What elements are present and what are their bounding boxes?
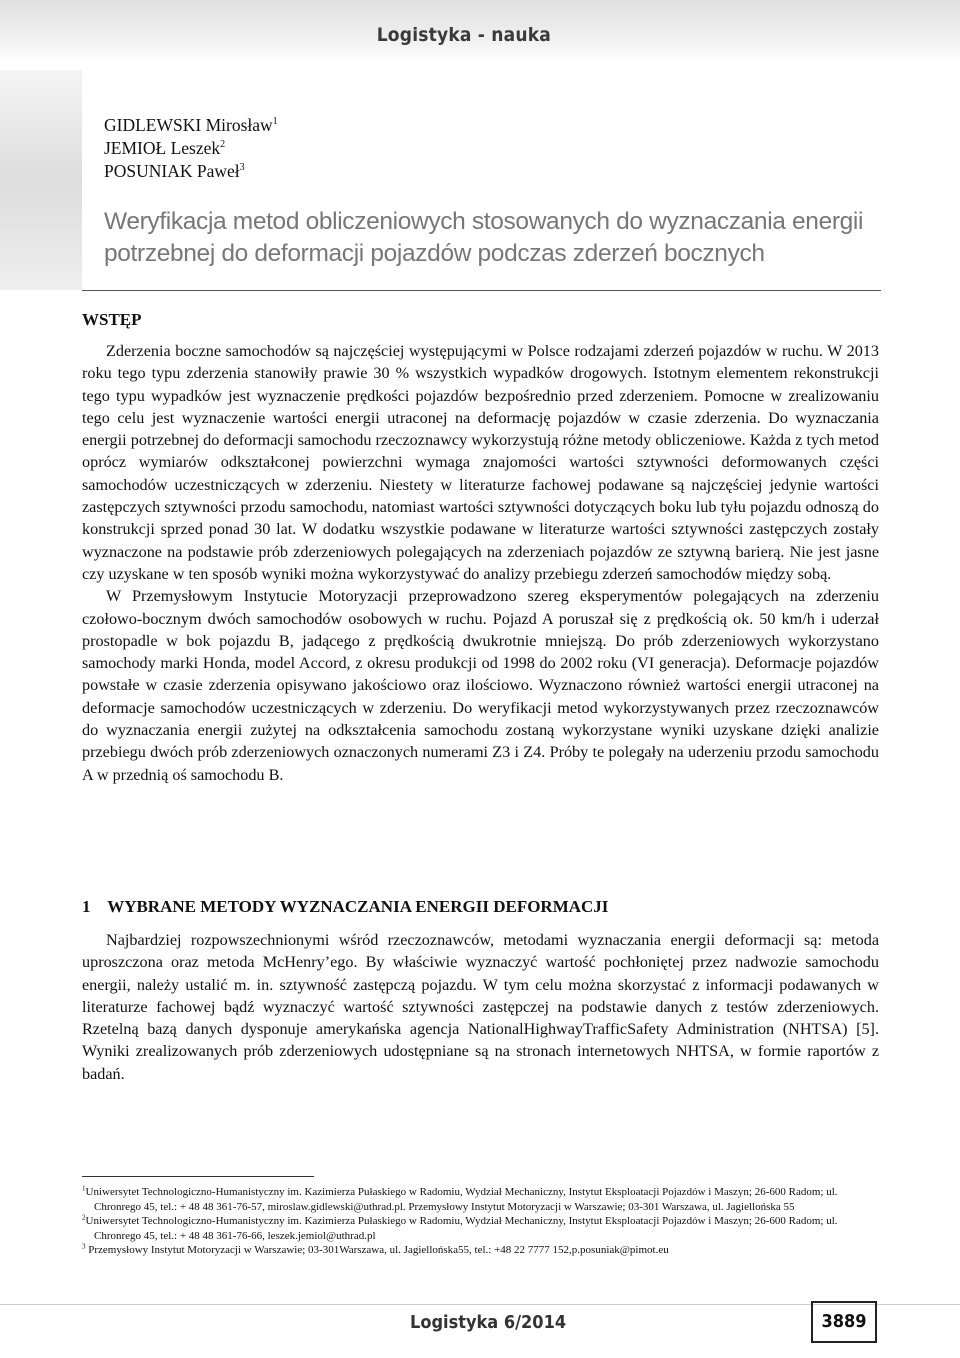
author-3: POSUNIAK Paweł$^3$	[104, 161, 245, 181]
intro-section	[82, 310, 879, 786]
footnote-3: $^3$ Przemysłowy Instytut Motoryzacji w Warszawie; 03-301Warszawa, ul. Jagiellońska55, tel.: +48 22 7777 152,p.posuniak@pimot.eu	[82, 1242, 669, 1257]
intro-paragraph-1: Zderzenia boczne samochodów są najczęściej występującymi w Polsce rodzajami zderzeń pojazdów w ruchu. W 2013 roku tego typu zderzenia stanowiły prawie 30 % wszystkich wypadków drogowych. Istotnym elementem rekonstrukcji tego typu wypadków jest wyznaczenie prędkości pojazdów bezpośrednio przed zderzeniem. Pomocne w zrealizowaniu tego celu jest wyznaczenie wartości energii utraconej na deformację pojazdów w czasie zderzenia. Do wyznaczania energii potrzebnej do deformacji samochodu rzeczoznawcy wykorzystują różne metody obliczeniowe. Każda z tych metod oprócz wymiarów odkształconej powierzchni wymaga znajomości wartości sztywności deformowanych części samochodów uczestniczących w zderzeniu. Niestety w literaturze fachowej podawane są najczęściej jedynie wartości zastępczych sztywności przodu samochodu, natomiast wartości sztywności dotyczących boku lub tyłu pojazdu odnoszą do konstrukcji sprzed ponad 30 lat. W dodatku wszystkie podawane w literaturze wartości sztywności zastępczych zostały wyznaczone na podstawie prób zderzeniowych polegających na zderzeniach pojazdów ze sztywną barierą. Nie jest jasne czy uzyskane w ten sposób wyniki można wykorzystywać do analizy przebiegu zderzeń samochodów między sobą.	[82, 342, 879, 583]
section-1-paragraph: Najbardziej rozpowszechnionymi wśród rzeczoznawców, metodami wyznaczania energii deformacji są: metoda uproszczona oraz metoda McHenry’ego. By właściwie wyznaczyć wartość pochłoniętej przez nadwozie samochodu energii, należy ustalić m. in. sztywność zastępczą pojazdu. W tym celu można skorzystać z informacji podawanych w literaturze fachowej bądź wyznaczyć wartość sztywności zastępczej na podstawie danych z testów zderzeniowych. Rzetelną bazą danych dysponuje amerykańska agencja NationalHighwayTrafficSafety Administration (NHTSA) [5]. Wyniki zrealizowanych prób zderzeniowych udostępniane są na stronach internetowych NHTSA, w formie raportów z badań.	[82, 931, 879, 1083]
footnote-2: $^2$Uniwersytet Technologiczno-Humanistyczny im. Kazimierza Pułaskiego w Radomiu, Wydział Mechaniczny, Instytut Eksploatacji Pojazdów i Maszyn; 26-600 Radom; ul. Chronrego 45, tel.: + 48 48 361-76-66, leszek.jemiol@uthrad.pl	[82, 1213, 838, 1242]
intro-heading: WSTĘP	[82, 310, 142, 329]
footnotes	[82, 1185, 879, 1258]
author-list	[104, 114, 278, 183]
paper-title: Weryfikacja metod obliczeniowych stosowanych do wyznaczania energii potrzebnej do deformacji pojazdów podczas zderzeń bocznych	[104, 208, 864, 267]
intro-paragraph-2: W Przemysłowym Instytucie Motoryzacji przeprowadzono szereg eksperymentów polegających na zderzeniu czołowo-bocznym dwóch samochodów osobowych w ruchu. Pojazd A poruszał się z prędkością ok. 50 km/h i uderzał prostopadle w bok pojazdu B, jadącego z prędkością dwukrotnie mniejszą. Do prób zderzeniowych wykorzystano samochody marki Honda, model Accord, z okresu produkcji od 1998 do 2002 roku (VI generacja). Deformacje pojazdów powstałe w czasie zderzenia opisywano jakościowo oraz ilościowo. Wyznaczono również wartości energii utraconej na deformacje samochodów uczestniczących w zderzeniu. Do weryfikacji metod wykorzystywanych przez rzeczoznawców do wyznaczania energii zużytej na odkształcenia samochodu zostaną wykorzystane wyniki uzyskane dzięki analizie przebiegu dwóch prób zderzeniowych oznaczonych numerami Z3 i Z4. Próby te polegały na uderzeniu przodu samochodu A w przednią oś samochodu B.	[82, 587, 879, 784]
section-1-heading: 1 WYBRANE METODY WYZNACZANIA ENERGII DEFORMACJI	[82, 897, 609, 916]
footnote-divider	[82, 1176, 314, 1177]
title-block	[82, 70, 881, 291]
author-2: JEMIOŁ Leszek$^2$	[104, 138, 226, 158]
decorative-side-band	[0, 70, 82, 290]
journal-issue: Logistyka 6/2014	[410, 1312, 567, 1333]
page-number: 3889	[811, 1301, 877, 1343]
journal-section-title: Logistyka - nauka	[376, 24, 551, 46]
footnote-1: $^1$Uniwersytet Technologiczno-Humanistyczny im. Kazimierza Pułaskiego w Radomiu, Wydział Mechaniczny, Instytut Eksploatacji Pojazdów i Maszyn; 26-600 Radom; ul. Chronrego 45, tel.: + 48 48 361-76-57, miroslaw.gidlewski@uthrad.pl. Przemysłowy Instytut Motoryzacji w Warszawie; 03-301 Warszawa, ul. Jagiellońska 55	[82, 1184, 838, 1213]
section-1	[82, 897, 879, 1085]
author-1: GIDLEWSKI Mirosław$^1$	[104, 115, 278, 135]
